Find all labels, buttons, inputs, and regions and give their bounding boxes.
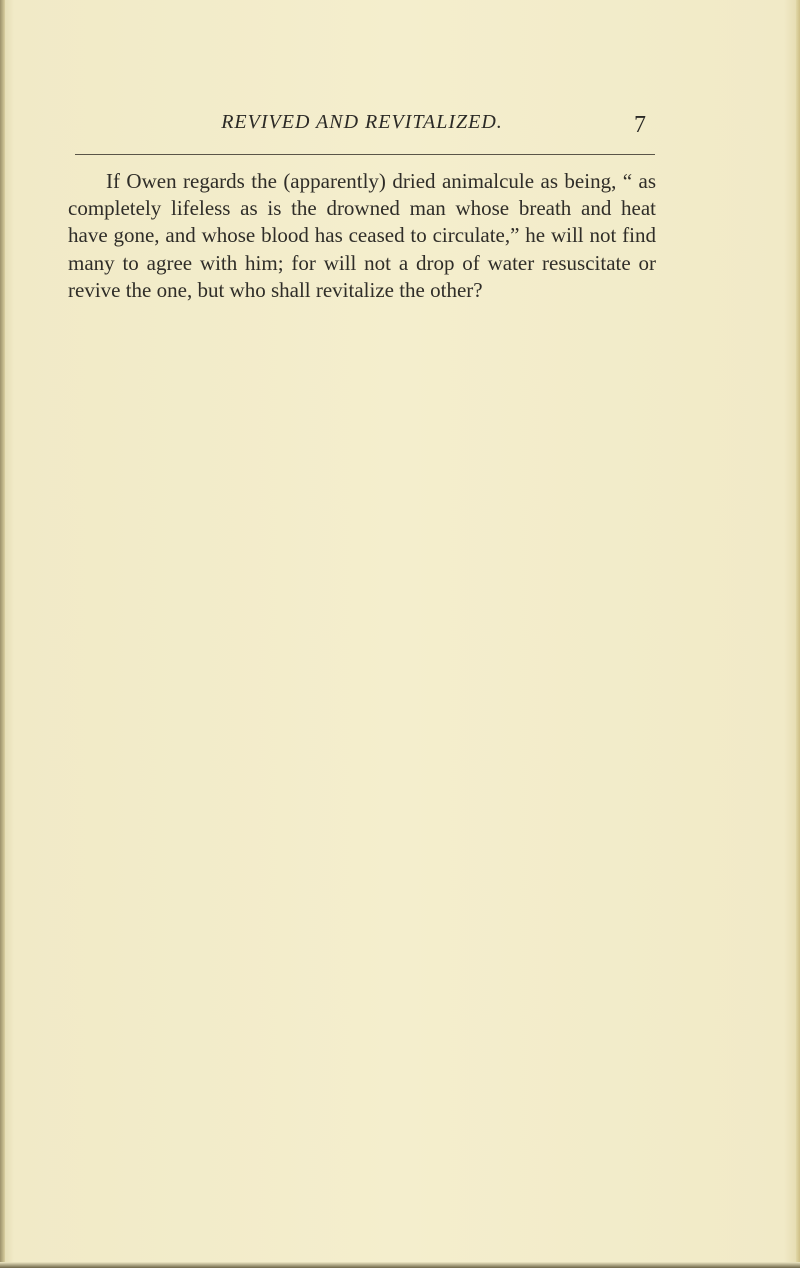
- body-text: [68, 168, 656, 304]
- page-fore-edge: [796, 0, 800, 1268]
- page-number: 7: [634, 112, 646, 138]
- page-binding-edge: [0, 0, 5, 1268]
- header-rule: [75, 154, 655, 155]
- running-title: REVIVED AND REVITALIZED.: [221, 111, 503, 133]
- paragraph: If Owen regards the (apparently) dried animalcule as being, “ as completely lifeless as is the drowned man whose breath and heat have gone, and whose blood has ceased to circulate,” he will not find many to agree with him; for will not a drop of water resuscitate or revive the one, but who shall revitalize the other?: [68, 169, 656, 302]
- page-bottom-edge: [0, 1262, 800, 1268]
